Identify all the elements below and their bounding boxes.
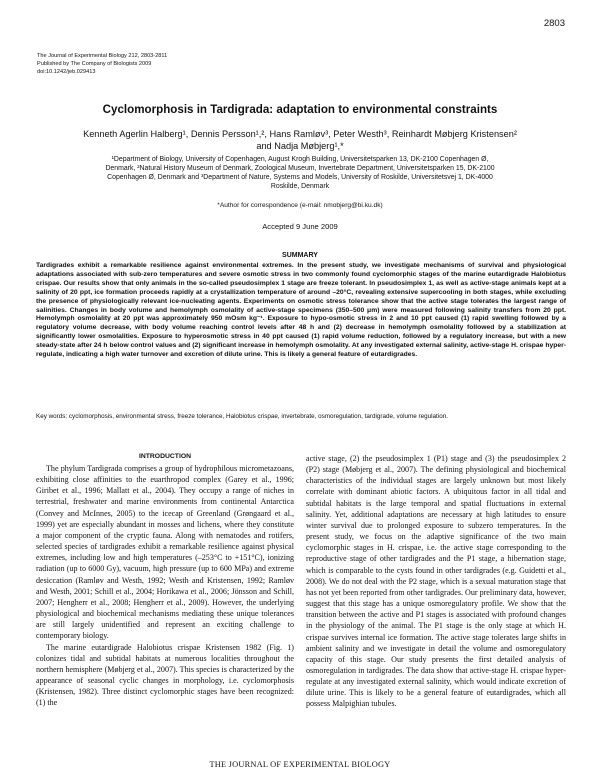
- keywords: [36, 413, 566, 422]
- author-list: [40, 128, 560, 152]
- keywords-label: Key words:: [36, 413, 68, 420]
- intro-paragraph: active stage, (2) the pseudosimplex 1 (P1) stage and (3) the pseudosimplex 2 (P2) stage (Møbjerg et al., 2007). The defining physiological and biochemical characteristics of the individual stages are largely unknown but most likely correlate with dominant abiotic factors. A ubiquitous factor in all tidal and subtidal habitats is the large temporal and spatial fluctuations in external salinity. Yet, additional adaptations are necessary at high latitudes to ensure winter survival due to prolonged exposure to subzero temperatures. In the present study, we focus on the adaptive significance of the two main cyclomorphic stages in H. crispae, i.e. the active stage corresponding to the reproductive stage of other tardigrades and the P1 stage, a hibernation stage, which is comparable to the cysts found in other tardigrades (e.g. Guidetti et al., 2008). We do not deal with the P2 stage, which is a sexual maturation stage that has not yet been reported from other tardigrades. Our preliminary data, however, suggest that this stage has a unique osmoregulatory profile. We show that the transition between the active and P1 stages is associated with profound changes in the physiology of the animal. The P1 stage is the only stage at which H. crispae survives internal ice formation. The active stage tolerates large shifts in ambient salinity and we investigate in detail the volume and osmoregulatory capacity of this stage. Our study presents the first detailed analysis of osmoregulation in tardigrades. The data show that active-stage H. crispae hyper-regulate at any investigated external salinity, which would indicate excretion of dilute urine. This is likely to be a general feature of eutardigrades, which all possess Malpighian tubules.: [306, 454, 566, 709]
- doi-line: doi:10.1242/jeb.029413: [37, 69, 96, 75]
- keywords-list: cyclomorphosis, environmental stress, freeze tolerance, Halobiotus crispae, invertebrate, osmoregulation, tardigrade, volume regulation.: [68, 413, 448, 420]
- accepted-date: Accepted 9 June 2009: [262, 222, 338, 231]
- article-title: Cyclomorphosis in Tardigrada: adaptation to environmental constraints: [102, 103, 498, 116]
- affiliation-line: Copenhagen Ø, Denmark and ³Department of Nature, Systems and Models, University of Roskilde, Universitetsvej 1, DK-4000: [107, 174, 493, 181]
- summary-heading: SUMMARY: [282, 252, 318, 259]
- journal-footer: THE JOURNAL OF EXPERIMENTAL BIOLOGY: [209, 760, 391, 769]
- author-line: and Nadja Møbjerg¹,*: [256, 141, 344, 151]
- summary-text: Tardigrades exhibit a remarkable resilience against environmental extremes. In the present study, we investigate mechanisms of survival and physiological adaptations associated with sub-zero temperatures and severe osmotic stress in two commonly found cyclomorphic stages of the marine eutardigrade Halobiotus crispae. Our results show that only animals in the so-called pseudosimplex 1 stage are freeze tolerant. In pseudosimplex 1, as well as active-stage animals kept at a salinity of 20 ppt, ice formation proceeds rapidly at a crystallization temperature of around –20°C, revealing extensive supercooling in both stages, while excluding the presence of physiologically relevant ice-nucleating agents. Experiments on osmotic stress tolerance show that the active stage tolerates the largest range of salinities. Changes in body volume and hemolymph osmolality of active-stage specimens (350–500 μm) were measured following salinity transfers from 20 ppt. Hemolymph osmolality at 20 ppt was approximately 950 mOsm kg⁻¹. Exposure to hypo-osmotic stress in 2 and 10 ppt caused (1) rapid swelling followed by a regulatory volume decrease, with body volume reaching control levels after 48 h and (2) decrease in hemolymph osmolality followed by a stabilization at significantly lower osmolalities. Exposure to hyperosmotic stress in 40 ppt caused (1) rapid volume reduction, followed by a regulatory increase, but with a new steady-state after 24 h below control values and (2) significant increase in hemolymph osmolality. At any investigated external salinity, active-stage H. crispae hyper-regulate, indicating a high water turnover and excretion of dilute urine. This is likely a general feature of eutardigrades.: [36, 262, 566, 359]
- journal-citation-header: [37, 52, 337, 76]
- author-line: Kenneth Agerlin Halberg¹, Dennis Persson¹,², Hans Ramløv³, Peter Westh³, Reinhardt Møbjerg Kristensen²: [83, 129, 517, 139]
- introduction-heading: INTRODUCTION: [138, 453, 192, 460]
- correspondence-note: *Author for correspondence (e-mail: nmobjerg@bi.ku.dk): [217, 202, 383, 209]
- right-column: [306, 453, 566, 710]
- intro-paragraph: The phylum Tardigrada comprises a group of hydrophilous micrometazoans, exhibiting close affinities to the euarthropod complex (Garey et al., 1996; Giribet et al., 1996; Mallatt et al., 2004). They occupy a range of niches in terrestrial, freshwater and marine environments from continental Antarctica (Convey and McInnes, 2005) to the icecap of Greenland (Grøngaard et al., 1999) yet are especially abundant in mosses and lichens, where they constitute a major component of the cryptic fauna. Along with nematodes and rotifers, selected species of tardigrades exhibit a remarkable resilience against physical extremes, including low and high temperatures (–253°C to +151°C), ionizing radiation (up to 6000 Gy), vacuum, high pressure (up to 600 MPa) and extreme desiccation (Ramløv and Westh, 1992; Westh and Kristensen, 1992; Ramløv and Westh, 2001; Schill et al., 2004; Horikawa et al., 2006; Jönsson and Schill, 2007; Hengherr et al., 2008; Hengherr et al., 2009). However, the underlying physiological and biochemical mechanisms mediating these unique tolerances are still largely unidentified and represent an exciting challenge to contemporary biology.: [36, 464, 294, 641]
- page-number: 2803: [543, 18, 565, 29]
- affiliation-line: Roskilde, Denmark: [270, 183, 330, 190]
- left-column: [36, 463, 294, 708]
- affiliation-line: Denmark, ²Natural History Museum of Denmark, Zoological Museum, Invertebrate Department, Universitetsparken 15, DK-2100: [105, 165, 495, 172]
- citation-line: The Journal of Experimental Biology 212, 2803-2811: [37, 53, 168, 59]
- publisher-line: Published by The Company of Biologists 2009: [37, 61, 152, 67]
- affiliations: [46, 155, 554, 191]
- affiliation-line: ¹Department of Biology, University of Copenhagen, August Krogh Building, Universitetsparken 13, DK-2100 Copenhagen Ø,: [111, 156, 489, 163]
- intro-paragraph: The marine eutardigrade Halobiotus crispae Kristensen 1982 (Fig. 1) colonizes tidal and subtidal habitats at numerous localities throughout the northern hemisphere (Møbjerg et al., 2007). This species is characterized by the appearance of seasonal cyclic changes in morphology, i.e. cyclomorphosis (Kristensen, 1982). Three distinct cyclomorphic stages have been recognized: (1) the: [36, 642, 294, 708]
